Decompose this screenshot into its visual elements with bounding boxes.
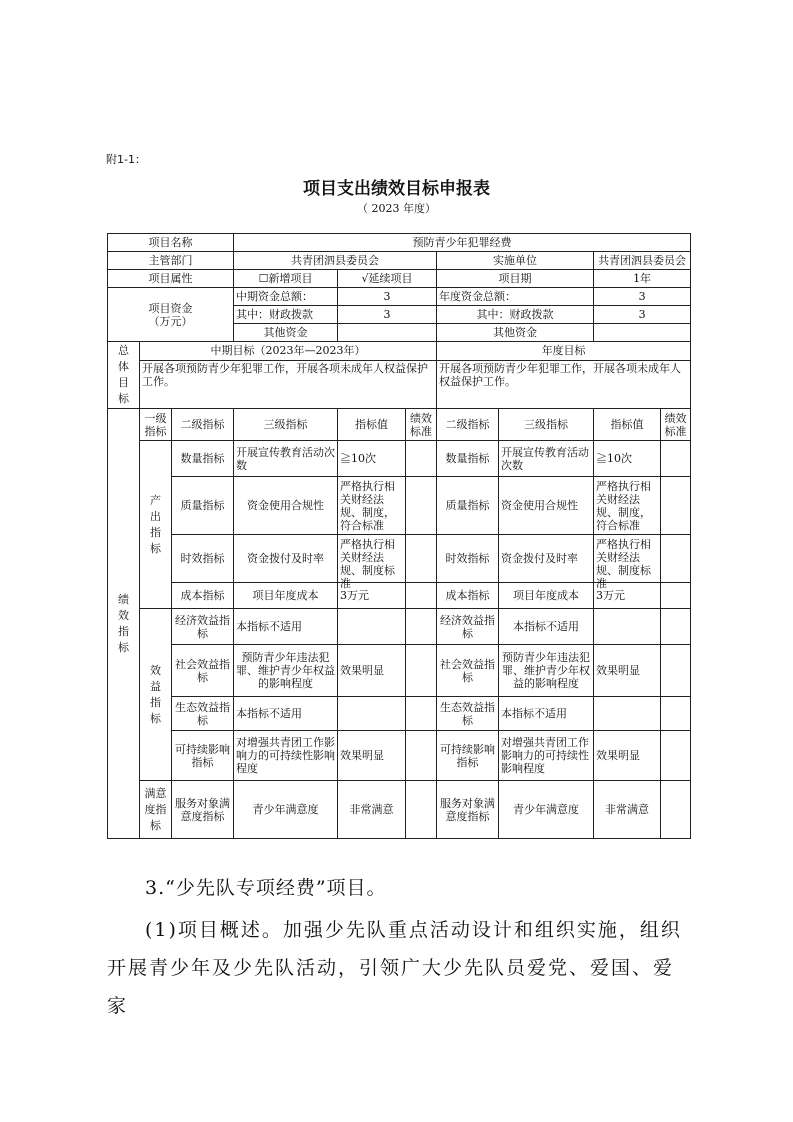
table-row (108, 535, 691, 583)
new-item-checkbox: ☐新增项目 (234, 270, 338, 288)
satisfaction-indicator-group: 满意度指标 (140, 781, 172, 839)
level3-header: 三级指标 (234, 409, 338, 441)
table-row (108, 697, 691, 731)
row-goal-headers (108, 342, 691, 361)
table-row (108, 781, 691, 839)
project-name-value: 预防青少年犯罪经费 (234, 234, 691, 252)
form-year: （ 2023 年度） (357, 202, 436, 215)
performance-indicator-label: 绩效指标 (108, 409, 140, 839)
table-row (108, 731, 691, 781)
l2-cell: 生态效益指标 (172, 697, 234, 731)
project-name-label: 项目名称 (108, 234, 234, 252)
fund-label: 项目资金 （万元） (108, 288, 234, 342)
l3-cell: 本指标不适用 (234, 609, 338, 645)
std-header: 绩效标准 (406, 409, 437, 441)
section-heading: 3.“少先队专项经费”项目。 (145, 877, 387, 899)
value-cell-b: 严格执行相关财经法规、制度标准 (594, 535, 661, 583)
value-cell: 3万元 (338, 583, 406, 609)
l3-cell-b: 青少年满意度 (499, 781, 594, 839)
l3-cell: 项目年度成本 (234, 583, 338, 609)
l2-cell-b: 生态效益指标 (437, 697, 499, 731)
l2-cell-b: 服务对象满意度指标 (437, 781, 499, 839)
value-cell-b: 效果明显 (594, 645, 661, 697)
l3-cell-b: 开展宣传教育活动次数 (499, 441, 594, 477)
std-cell (406, 781, 437, 839)
row-goal-text (108, 360, 691, 408)
impl-value: 共青团泗县委员会 (594, 252, 691, 270)
overall-goal-label: 总体目标 (108, 342, 140, 409)
std-cell-b (661, 781, 691, 839)
l3-cell-b: 本指标不适用 (499, 697, 594, 731)
l2-cell-b: 质量指标 (437, 477, 499, 535)
value-cell (338, 609, 406, 645)
l3-cell: 对增强共青团工作影响力的可持续性影响程度 (234, 731, 338, 781)
value-header: 指标值 (338, 409, 406, 441)
mid-other-value (338, 324, 437, 342)
l3-cell-b: 对增强共青团工作影响力的可持续性影响程度 (499, 731, 594, 781)
row-department (108, 252, 691, 270)
value-cell: 非常满意 (338, 781, 406, 839)
l2-cell-b: 可持续影响指标 (437, 731, 499, 781)
period-label: 项目期 (437, 270, 594, 288)
l2-cell-b: 成本指标 (437, 583, 499, 609)
row-indicator-headers (108, 409, 691, 441)
dept-label: 主管部门 (108, 252, 234, 270)
dept-value: 共青团泗县委员会 (234, 252, 437, 270)
l3-cell-b: 本指标不适用 (499, 609, 594, 645)
mid-total-label: 中期资金总额： (234, 288, 338, 306)
performance-target-table (107, 233, 691, 839)
l3-cell-b: 预防青少年违法犯罪、维护青少年权益的影响程度 (499, 645, 594, 697)
year-goal-text: 开展各项预防青少年犯罪工作，开展各项未成年人权益保护工作。 (437, 360, 691, 408)
l3-cell-b: 资金拨付及时率 (499, 535, 594, 583)
table-row (108, 609, 691, 645)
value-cell: 严格执行相关财经法规、制度，符合标准 (338, 477, 406, 535)
level1-header: 一级指标 (140, 409, 172, 441)
l3-cell: 资金拨付及时率 (234, 535, 338, 583)
value-cell: ≧10次 (338, 441, 406, 477)
l3-cell: 预防青少年违法犯罪、维护青少年权益的影响程度 (234, 645, 338, 697)
value-cell-b: 非常满意 (594, 781, 661, 839)
year-total-value: 3 (594, 288, 691, 306)
table-row (108, 645, 691, 697)
attr-label: 项目属性 (108, 270, 234, 288)
value-cell-b (594, 697, 661, 731)
level3-header-b: 三级指标 (499, 409, 594, 441)
l3-cell: 开展宣传教育活动次数 (234, 441, 338, 477)
std-cell-b (661, 609, 691, 645)
std-cell (406, 731, 437, 781)
l2-cell: 时效指标 (172, 535, 234, 583)
mid-goal-text: 开展各项预防青少年犯罪工作，开展各项未成年人权益保护工作。 (140, 360, 437, 408)
continued-item-checkbox: √延续项目 (338, 270, 437, 288)
value-cell-b: 严格执行相关财经法规、制度，符合标准 (594, 477, 661, 535)
std-cell (406, 535, 437, 583)
l3-cell-b: 资金使用合规性 (499, 477, 594, 535)
std-cell (406, 477, 437, 535)
l2-cell: 经济效益指标 (172, 609, 234, 645)
l3-cell: 资金使用合规性 (234, 477, 338, 535)
mid-fiscal-value: 3 (338, 306, 437, 324)
mid-total-value: 3 (338, 288, 437, 306)
l2-cell-b: 时效指标 (437, 535, 499, 583)
table-row (108, 441, 691, 477)
l2-cell: 数量指标 (172, 441, 234, 477)
std-cell-b (661, 477, 691, 535)
value-header-b: 指标值 (594, 409, 661, 441)
mid-fiscal-label: 其中：财政拨款 (234, 306, 338, 324)
std-cell (406, 609, 437, 645)
year-total-label: 年度资金总额： (437, 288, 594, 306)
std-cell-b (661, 645, 691, 697)
std-cell-b (661, 583, 691, 609)
l2-cell: 社会效益指标 (172, 645, 234, 697)
l2-cell-b: 数量指标 (437, 441, 499, 477)
level2-header: 二级指标 (172, 409, 234, 441)
value-cell: 效果明显 (338, 645, 406, 697)
period-value: 1年 (594, 270, 691, 288)
section-paragraph: (1)项目概述。加强少先队重点活动设计和组织实施，组织开展青少年及少先队活动，引领广大少先队员爱党、爱国、爱家 (107, 919, 682, 1017)
value-cell-b: ≧10次 (594, 441, 661, 477)
mid-goal-header: 中期目标（2023年—2023年） (140, 342, 437, 361)
year-goal-header: 年度目标 (437, 342, 691, 361)
value-cell (338, 697, 406, 731)
value-cell: 效果明显 (338, 731, 406, 781)
year-fiscal-label: 其中：财政拨款 (437, 306, 594, 324)
l2-cell-b: 社会效益指标 (437, 645, 499, 697)
output-indicator-group: 产出指标 (140, 441, 172, 609)
mid-other-label: 其他资金 (234, 324, 338, 342)
year-other-value (594, 324, 691, 342)
std-header-b: 绩效标准 (661, 409, 691, 441)
value-cell-b: 效果明显 (594, 731, 661, 781)
l2-cell: 质量指标 (172, 477, 234, 535)
std-cell (406, 441, 437, 477)
year-other-label: 其他资金 (437, 324, 594, 342)
year-fiscal-value: 3 (594, 306, 691, 324)
std-cell-b (661, 535, 691, 583)
level2-header-b: 二级指标 (437, 409, 499, 441)
value-cell: 严格执行相关财经法规、制度标准 (338, 535, 406, 583)
l3-cell: 本指标不适用 (234, 697, 338, 731)
attachment-label: 附1-1： (106, 153, 146, 166)
impl-label: 实施单位 (437, 252, 594, 270)
std-cell-b (661, 697, 691, 731)
l3-cell-b: 项目年度成本 (499, 583, 594, 609)
std-cell (406, 645, 437, 697)
l2-cell-b: 经济效益指标 (437, 609, 499, 645)
form-title: 项目支出绩效目标申报表 (303, 179, 490, 199)
std-cell (406, 583, 437, 609)
l2-cell: 服务对象满意度指标 (172, 781, 234, 839)
value-cell-b: 3万元 (594, 583, 661, 609)
benefit-indicator-group: 效益指标 (140, 609, 172, 781)
table-row (108, 477, 691, 535)
std-cell (406, 697, 437, 731)
row-attribute (108, 270, 691, 288)
row-project-name (108, 234, 691, 252)
row-fund-total (108, 288, 691, 306)
value-cell-b (594, 609, 661, 645)
std-cell-b (661, 731, 691, 781)
l3-cell: 青少年满意度 (234, 781, 338, 839)
l2-cell: 成本指标 (172, 583, 234, 609)
std-cell-b (661, 441, 691, 477)
l2-cell: 可持续影响指标 (172, 731, 234, 781)
